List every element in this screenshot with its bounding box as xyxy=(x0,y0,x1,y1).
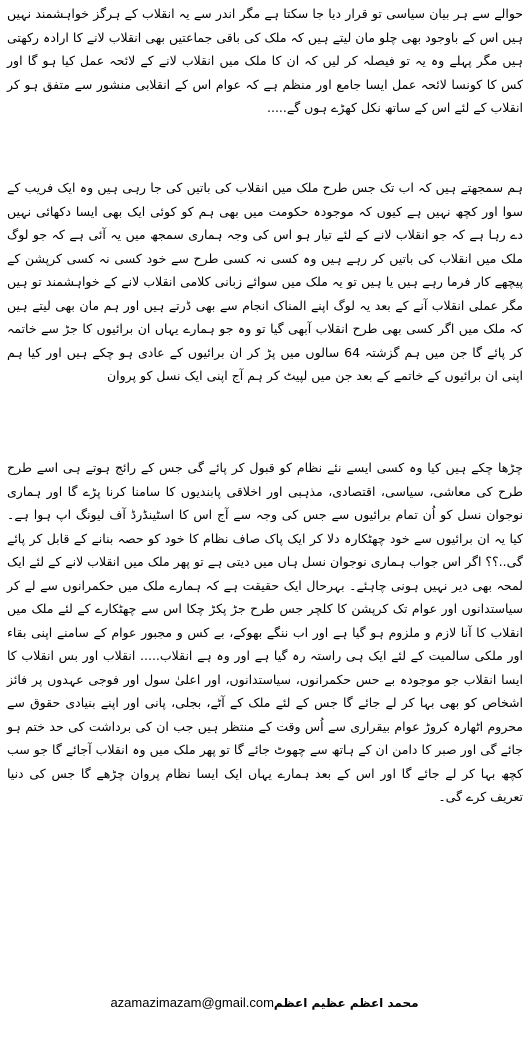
author-email: azamazimazam@gmail.com xyxy=(110,995,274,1010)
article-paragraph: حوالے سے ہر بیان سیاسی تو قرار دیا جا سکتا ہے مگر اندر سے یہ انقلاب کے ہرگز خواہشمند نہیں ہیں اس کے باوجود بھی چلو مان لیتے ہیں کہ ملک کی باقی جماعتیں بھی انقلاب لانے کا ارادہ رکھتی ہیں مگر پہلے وہ یہ تو فیصلہ کر لیں کہ ان کا ملک میں انقلاب لانے کے لائحہ عمل کیا ہو گا اور کس کا کونسا لائحہ عمل ایسا جامع اور منظم ہے کہ عوام اس کے انقلابی منشور سے متفق ہو کر انقلاب کے لئے اس کے ساتھ نکل کھڑے ہوں گے..... xyxy=(7,6,523,115)
author-signature xyxy=(0,994,529,1013)
article-paragraph: چڑھا چکے ہیں کیا وہ کسی ایسے نئے نظام کو قبول کر پائے گی جس کے رائج ہوتے ہی اسے طرح طرح کی معاشی، سیاسی، اقتصادی، مذہبی اور اخلاقی پابندیوں کا سامنا کرنا پڑے گا اور ہماری نوجوان نسل کو اُن تمام برائیوں سے جس کی وجہ سے آج اس کا اسٹینڈرڈ آف لیونگ اپ ہوا ہے۔ کیا یہ ان برائیوں سے خود چھٹکارہ دلا کر ایک پاک صاف نظام کا خود کو حصہ بنانے کے قابل کر پائے گی..؟؟ اگر اس جواب ہماری نوجوان نسل ہاں میں دیتی ہے تو پھر ملک میں انقلاب لانے کے لئے ایک لمحہ بھی دیر نہیں ہونی چاہئے۔ بہرحال ایک حقیقت ہے کہ ہمارے ملک میں حکمرانوں سے لے کر سیاستدانوں اور عوام تک کرپشن کا کلچر جس طرح جڑ پکڑ چکا اس سے چھٹکارے کے لئے ملک میں انقلاب کا آنا لازم و ملزوم ہو گیا ہے اور اب ننگے بھوکے، بے کس و مجبور عوام کے سامنے اپنی بقاء اور ملکی سالمیت کے لئے ایک ہی راستہ رہ گیا ہے اور وہ ہے انقلاب..... انقلاب اور بس انقلاب کا ایسا انقلاب جو موجودہ بے حس حکمرانوں، سیاستدانوں، اور اعلیٰ سول اور فوجی عہدوں پر فائز اشخاص کو بھی بہا کر لے جائے گا جس کے لئے ملک کے آٹے، بجلی، پانی اور اپنے بنیادی حقوق سے محروم اٹھارہ کروڑ عوام بیقراری سے اُس وقت کے منتظر ہیں جب ان کی برداشت کی حد ختم ہو جائے گی اور صبر کا دامن ان کے ہاتھ سے چھوٹ جائے گا تو پھر ملک میں وہ انقلاب آجائے گا جو سب کچھ بہا کر لے جائے گا اور اس کے بعد ہمارے یہاں ایک ایسا نظام پروان چڑھے گا جس کی دنیا تعریف کرے گی۔ xyxy=(7,460,523,804)
article-paragraph: ہم سمجھتے ہیں کہ اب تک جس طرح ملک میں انقلاب کی باتیں کی جا رہی ہیں وہ ایک فریب کے سوا اور کچھ نہیں ہے کیوں کہ موجودہ حکومت میں بھی ہم کو کوئی ایک بھی ایسا دکھائی نہیں دے رہا ہے کہ جو انقلاب لانے کے لئے تیار ہو اس کی وجہ ہماری سمجھ میں یہ آئی ہے کہ جو لوگ ملک میں انقلاب کی باتیں کر رہے ہیں وہ کسی نہ کسی طرح سے خود کسی نہ کسی کرپشن کے پیچھے کار فرما رہے ہیں یا ہیں تو یہ ملک میں سوائے زبانی کلامی انقلاب لانے کے خواہشمند تو ہیں مگر عملی انقلاب آنے کے بعد یہ لوگ اپنے المناک انجام سے بھی ڈرتے ہیں اور ہم مان بھی لیتے ہیں کہ ملک میں اگر کسی بھی طرح انقلاب آبھی گیا تو وہ جو ہمارے یہاں ان برائیوں کا جڑ سے خاتمہ کر پائے گا جن میں ہم گزشتہ 64 سالوں میں پڑ کر ان برائیوں کے عادی ہو چکے ہیں اور کیا ہم اپنی ان برائیوں کے خاتمے کے بعد جن میں لپیٹ کر ہم آج اپنی ایک نسل کو پروان xyxy=(7,180,523,383)
author-name: محمد اعظم عظیم اعظم xyxy=(273,996,419,1010)
